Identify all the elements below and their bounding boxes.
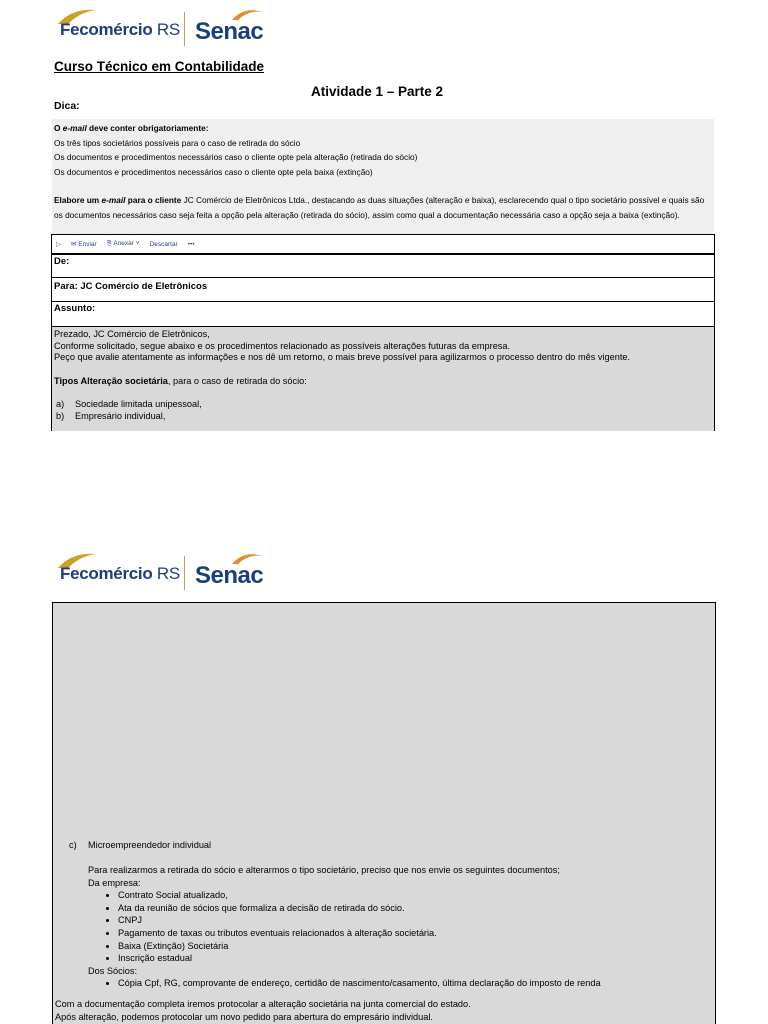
instruction-text: Elabore um e-mail para o cliente JC Comércio de Eletrônicos Ltda., destacando as duas situações (alteração e baixa), esclarecendo qual o tipo societário possível e quais são os documentos necessários caso seja feita a opção pela alteração (retirada do sócio), assim como qual a documentação necessária caso a opção seja a baixa (extinção).	[54, 195, 705, 220]
hint-label: Dica:	[54, 100, 80, 112]
fecomercio-wordmark: Fecomércio RS	[60, 564, 180, 583]
subject-field[interactable]: Assunto:	[52, 301, 714, 326]
fecomercio-wordmark: Fecomércio RS	[60, 20, 180, 39]
closing-text	[55, 998, 715, 1023]
send-button[interactable]: ✉ Enviar	[71, 241, 97, 248]
activity-title: Atividade 1 – Parte 2	[311, 84, 444, 99]
senac-wordmark: Senac	[195, 18, 264, 45]
closing-line: Com a documentação completa iremos protocolar a alteração societária na junta comercial do estado.	[55, 999, 471, 1009]
body-paragraph: Conforme solicitado, segue abaixo e os procedimentos relacionado as possíveis alterações futuras da empresa.	[54, 340, 511, 351]
requirement-line: Os documentos e procedimentos necessários caso o cliente opte pela alteração (retirada do sócio)	[54, 152, 418, 162]
type-item: a) Sociedade limitada unipessoal,	[56, 399, 202, 409]
email-body-continued[interactable]	[52, 602, 716, 1024]
type-item: b) Empresário individual,	[56, 410, 166, 421]
email-toolbar	[52, 235, 714, 253]
course-title: Curso Técnico em Contabilidade	[54, 59, 265, 74]
partners-label: Dos Sócios:	[88, 965, 138, 976]
logo-divider	[184, 556, 185, 590]
list-item: • Cópia Cpf, RG, comprovante de endereço, certidão de nascimento/casamento, última declaração do imposto de renda	[118, 977, 708, 990]
types-heading: Tipos Alteração societária, para o caso de retirada do sócio:	[54, 375, 307, 386]
attach-button[interactable]: ⎘ Anexar ˅	[106, 240, 140, 247]
requirement-line: Os documentos e procedimentos necessários caso o cliente opte pela baixa (extinção)	[54, 166, 373, 177]
requirements-block	[52, 119, 714, 234]
closing-line: Após alteração, podemos protocolar um novo pedido para abertura do empresário individual.	[55, 1011, 433, 1022]
discard-button[interactable]: Descartar	[149, 240, 178, 248]
email-body[interactable]	[52, 326, 714, 431]
body-paragraph: Peço que avalie atentamente as informações e nos dê um retorno, o mais breve possível para agilizarmos o processo dentro do mês vigente.	[54, 352, 631, 362]
from-field[interactable]: De:	[52, 253, 714, 277]
to-field[interactable]: Para: JC Comércio de Eletrônicos	[52, 277, 714, 301]
list-item: • Contrato Social atualizado,	[118, 889, 708, 902]
partner-docs-list	[88, 977, 708, 990]
list-item: • Pagamento de taxas ou tributos eventuais relacionados à alteração societária.	[118, 927, 708, 940]
requirement-line: Os três tipos societários possíveis para o caso de retirada do sócio	[54, 137, 301, 148]
greeting: Prezado, JC Comércio de Eletrônicos,	[54, 329, 210, 339]
documents-intro: Para realizarmos a retirada do sócio e alterarmos o tipo societário, preciso que nos envie os seguintes documentos;	[88, 865, 560, 875]
list-item: • Baixa (Extinção) Societária	[118, 940, 708, 953]
more-options-button[interactable]: •••	[187, 240, 195, 248]
list-item: • Inscrição estadual	[118, 952, 708, 965]
logo-divider	[184, 12, 185, 46]
fecomercio-senac-logo	[52, 6, 272, 50]
type-item: c) Microempreendedor individual	[69, 840, 212, 850]
list-item: • CNPJ	[118, 914, 708, 927]
documents-section	[88, 864, 708, 990]
requirements-intro: O e-mail deve conter obrigatoriamente:	[54, 123, 209, 133]
fecomercio-senac-logo	[52, 550, 272, 594]
send-arrow-icon[interactable]: ▷	[56, 241, 61, 248]
email-composer	[51, 234, 715, 431]
company-docs-list	[88, 889, 708, 965]
company-label: Da empresa:	[88, 877, 141, 888]
list-item: • Ata da reunião de sócios que formaliza a decisão de retirada do sócio.	[118, 902, 708, 915]
senac-wordmark: Senac	[195, 562, 264, 589]
